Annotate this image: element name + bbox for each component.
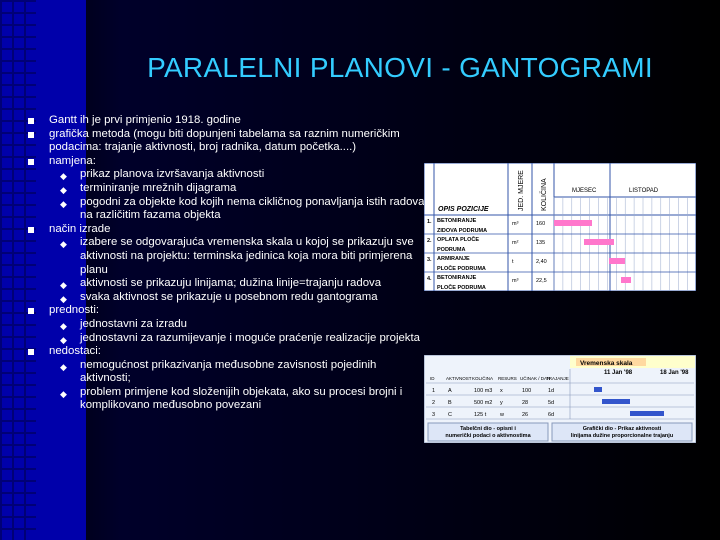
activity-cell-res: w (500, 412, 504, 418)
bullet-text: problem primjene kod složenijih objekata, ako su procesi brojni i komplikovano međusobno povezani (80, 385, 403, 412)
bullet-text: aktivnosti se prikazuju linijama; dužina linije=trajanju radova (80, 277, 382, 290)
activity-header: RESURS (498, 376, 517, 381)
activity-cell-dur: 5d (548, 400, 555, 406)
square-bullet-icon (28, 118, 34, 124)
activity-cell-act: C (448, 412, 452, 418)
scale-label: Vremenska skala (580, 360, 633, 367)
gantt-row-sub: PLOČE PODRUMA (437, 266, 486, 272)
date-b: 18 Jan '98 (660, 370, 689, 376)
bullet-text: jednostavni za izradu (80, 317, 188, 330)
bullet-text: nemogućnost prikazivanja međusobne zavisnosti pojedinih aktivnosti; (80, 358, 377, 385)
diamond-bullet-icon: ◆ (60, 320, 67, 331)
activity-cell-rate: 26 (522, 412, 529, 418)
sub-bullet-item (28, 277, 428, 291)
bullet-text: nedostaci: (49, 345, 101, 358)
gantt-row-sub: PODRUMA (437, 247, 466, 253)
sub-bullet-item (28, 332, 428, 346)
activity-cell-rate: 28 (522, 400, 529, 406)
sub-bullet-item (28, 196, 428, 223)
sub-bullet-item (28, 386, 428, 413)
gantt-row-sub: ZIDOVA PODRUMA (437, 228, 488, 234)
activity-cell-id: 2 (432, 400, 436, 406)
activity-cell-res: x (500, 388, 503, 394)
gantt-row-unit: m³ (512, 221, 519, 227)
bullet-text: grafička metoda (mogu biti dopunjeni tabelama sa raznim numeričkim podacima: trajanje aktivnosti, broj radnika, datum početka....) (49, 127, 400, 154)
caption-right: Grafički dio - Prikaz aktivnosti linijama dužine proporcionalne trajanju (570, 426, 674, 439)
activity-cell-id: 3 (432, 412, 436, 418)
bullet-text: terminiranje mrežnih dijagrama (80, 181, 237, 194)
diamond-bullet-icon: ◆ (60, 184, 67, 195)
sub-bullet-item (28, 168, 428, 182)
gantt-row-qty: 22,5 (536, 278, 547, 284)
gantt-row-unit: m³ (512, 278, 519, 284)
gantt-row-qty: 160 (536, 221, 546, 227)
bullet-text: način izrade (49, 222, 111, 235)
diamond-bullet-icon: ◆ (60, 280, 67, 291)
opis-header: OPIS POZICIJE (438, 206, 489, 213)
activity-bar-b (602, 399, 630, 404)
month-a: MJESEC (572, 188, 597, 194)
square-bullet-icon (28, 349, 34, 355)
activity-cell-qty: 100 m3 (474, 388, 493, 394)
bullet-text: prikaz planova izvršavanja aktivnosti (80, 168, 265, 181)
activity-cell-rate: 100 (522, 388, 532, 394)
bullet-item (28, 304, 428, 318)
gantt-bar-1 (554, 220, 592, 226)
gantt-bar-4 (621, 277, 631, 283)
sub-bullet-item (28, 318, 428, 332)
bullet-text: prednosti: (49, 304, 100, 317)
activity-cell-dur: 6d (548, 412, 555, 418)
bullet-text: namjena: (49, 154, 96, 167)
activity-cell-dur: 1d (548, 388, 555, 394)
gantt-row-unit: m² (512, 240, 519, 246)
bullet-item (28, 128, 428, 155)
activity-header: TRAJANJE (546, 376, 569, 381)
jed-header: JED. MJERE (518, 170, 525, 211)
caption-left: Tabelčni dio - opisni i numerički podaci o aktivnostima (445, 426, 531, 439)
gantt-row-no: 2. (427, 238, 432, 244)
bullet-text: pogodni za objekte kod kojih nema cikličnog ponavljanja istih radova na različitim fazama objekta (80, 195, 425, 222)
diamond-bullet-icon: ◆ (60, 388, 67, 399)
activity-header: UČINAK / DAN (520, 376, 551, 381)
gantt-row-sub: PLOČE PODRUMA (437, 285, 486, 291)
activity-header: KOLIČINA (472, 376, 494, 381)
bullet-item (28, 114, 428, 128)
square-bullet-icon (28, 159, 34, 165)
gantt-row-unit: t (512, 259, 514, 265)
bullet-text: jednostavni za razumijevanje i moguće praćenje realizacije projekta (80, 331, 421, 344)
gantt-table-figure (424, 163, 696, 291)
bullet-text: izabere se odgovarajuća vremenska skala u kojoj se prikazuju sve aktivnosti na projektu: terminska jedinica koja mora biti primjerena planu (80, 236, 414, 276)
diamond-bullet-icon: ◆ (60, 293, 67, 304)
gantt-bar-3 (609, 258, 625, 264)
gantt-row-qty: 2,40 (536, 259, 547, 265)
activity-cell-act: B (448, 400, 452, 406)
gantt-row-desc: ARMIRANJE (437, 256, 470, 262)
activity-cell-id: 1 (432, 388, 436, 394)
gantt-row-desc: BETONIRANJE (437, 275, 477, 281)
bullet-list (28, 114, 428, 413)
diamond-bullet-icon: ◆ (60, 198, 67, 209)
activity-cell-qty: 500 m2 (474, 400, 493, 406)
activity-gantt-figure (424, 355, 696, 443)
month-b: LISTOPAD (629, 188, 659, 194)
gantt-row-qty: 135 (536, 240, 546, 246)
diamond-bullet-icon: ◆ (60, 334, 67, 345)
gantt-row-no: 1. (427, 219, 432, 225)
bullet-text: svaka aktivnost se prikazuje u posebnom redu gantograma (80, 290, 378, 303)
sub-bullet-item (28, 359, 428, 386)
diamond-bullet-icon: ◆ (60, 361, 67, 372)
activity-cell-act: A (448, 388, 452, 394)
diamond-bullet-icon: ◆ (60, 239, 67, 250)
gantt-row-no: 3. (427, 257, 432, 263)
gantt-row-desc: BETONIRANJE (437, 218, 477, 224)
gantt-row-no: 4. (427, 276, 432, 282)
date-a: 11 Jan '98 (604, 370, 633, 376)
activity-header: ID (430, 376, 435, 381)
activity-bar-a (594, 387, 602, 392)
bullet-item (28, 155, 428, 169)
activity-cell-res: y (500, 400, 503, 406)
bullet-item (28, 223, 428, 237)
sub-bullet-item (28, 182, 428, 196)
activity-cell-qty: 125 t (474, 412, 487, 418)
bullet-text: Gantt ih je prvi primjenio 1918. godine (49, 114, 241, 126)
sub-bullet-item (28, 236, 428, 277)
kol-header: KOLIČINA (541, 178, 548, 211)
slide-title: PARALELNI PLANOVI - GANTOGRAMI (147, 52, 653, 83)
gantt-row-desc: OPLATA PLOČE (437, 237, 480, 243)
sub-bullet-item (28, 291, 428, 305)
square-bullet-icon (28, 132, 34, 138)
gantt-bar-2 (584, 239, 614, 245)
bullet-item (28, 345, 428, 359)
activity-bar-c (630, 411, 664, 416)
diamond-bullet-icon: ◆ (60, 171, 67, 182)
activity-header: AKTIVNOST (446, 376, 472, 381)
square-bullet-icon (28, 308, 34, 314)
square-bullet-icon (28, 227, 34, 233)
